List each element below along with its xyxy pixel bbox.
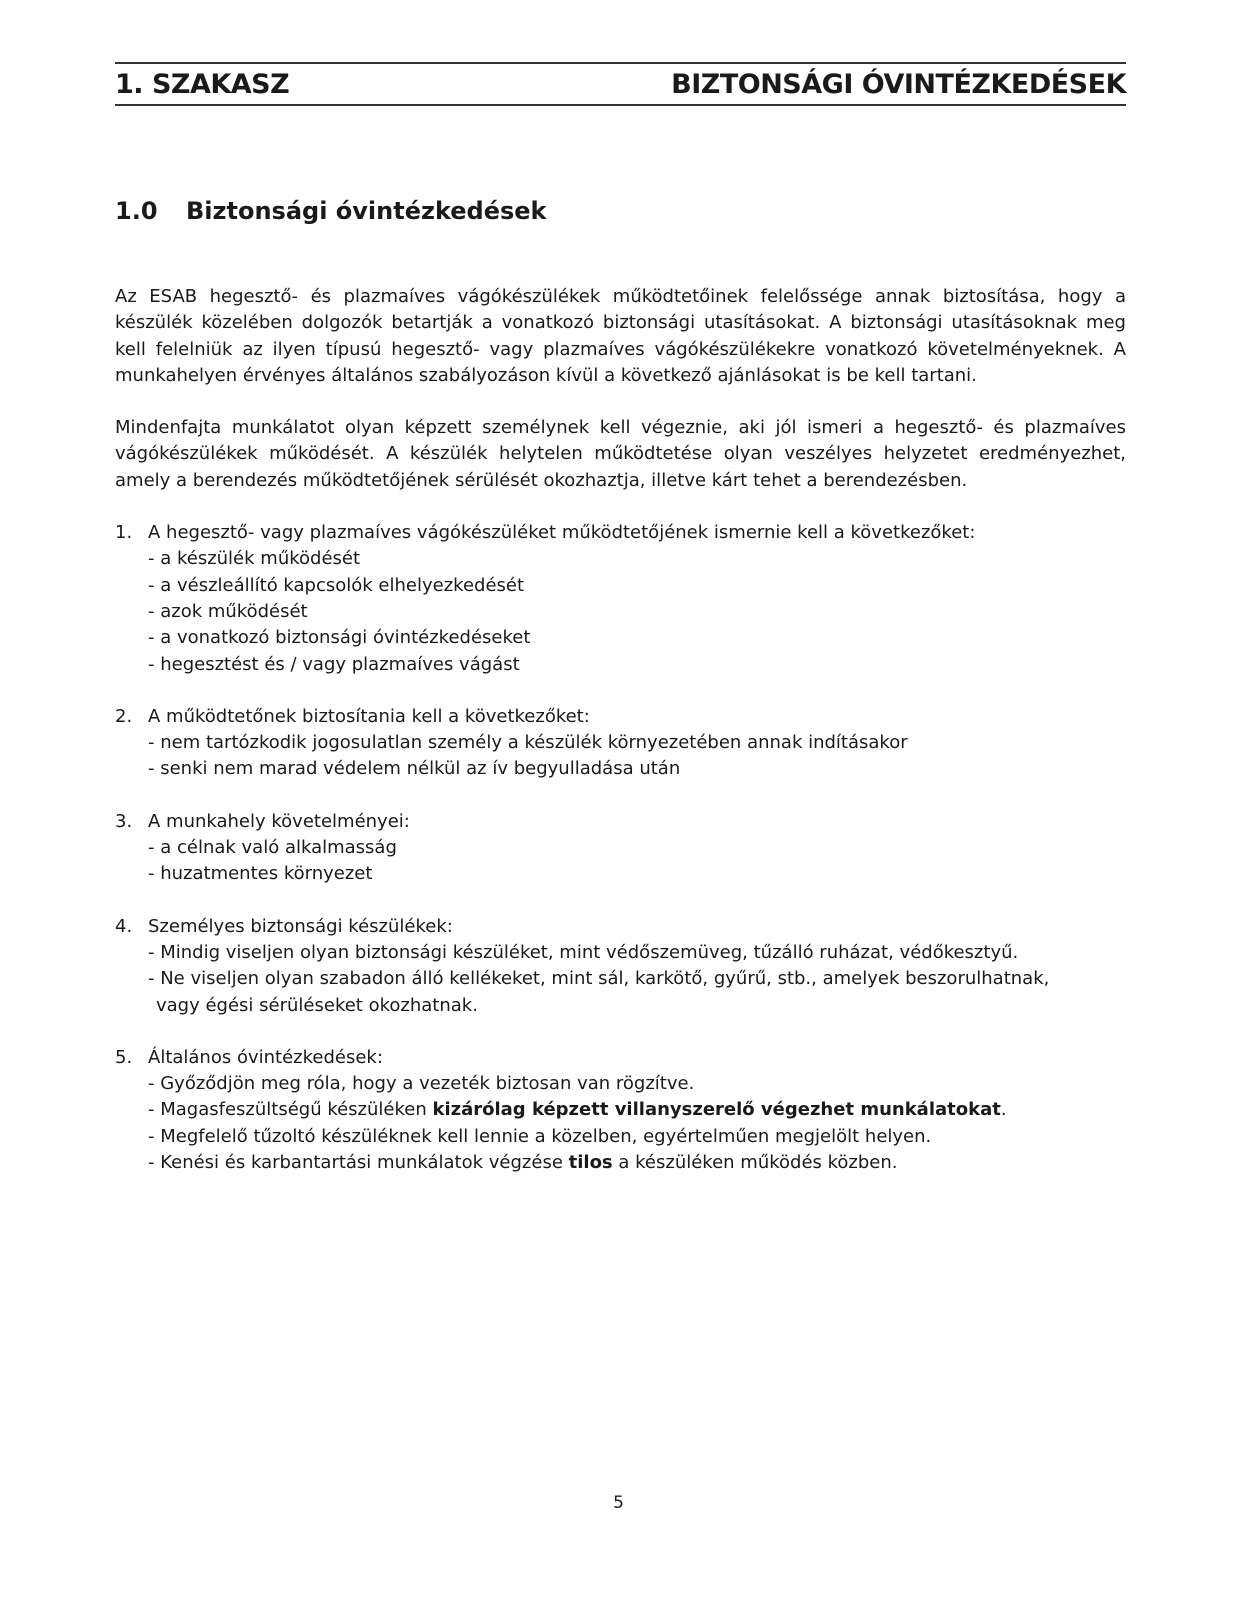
- line-text: .: [1000, 1099, 1007, 1121]
- sub-line: - a készülék működését: [148, 548, 361, 570]
- sub-line: - a célnak való alkalmasság: [148, 837, 397, 859]
- item-number: 4.: [115, 915, 133, 937]
- item-title: Általános óvintézkedések:: [148, 1046, 383, 1068]
- item-title: Személyes biztonsági készülékek:: [148, 915, 453, 937]
- emphasis-text: kizárólag képzett villanyszerelő végezhet munkálatokat: [432, 1099, 1001, 1121]
- sub-line: vagy égési sérüléseket okozhatnak.: [156, 994, 478, 1016]
- sub-line: - Mindig viseljen olyan biztonsági készüléket, mint védőszemüveg, tűzálló ruházat, védőkesztyű.: [148, 941, 1019, 963]
- item-title: A működtetőnek biztosítania kell a következőket:: [148, 705, 590, 727]
- item-number: 2.: [115, 705, 133, 727]
- section-title: [115, 197, 1126, 225]
- page-header: [115, 62, 1126, 106]
- item-title: A munkahely követelményei:: [148, 810, 410, 832]
- sub-line: - a vonatkozó biztonsági óvintézkedéseket: [148, 627, 531, 649]
- section-title-text: Biztonsági óvintézkedések: [186, 197, 547, 225]
- list-item: [115, 914, 1126, 1019]
- line-text: a készüléken működés közben.: [612, 1152, 898, 1174]
- sub-line: [148, 1124, 1126, 1150]
- sub-line: [148, 1097, 1126, 1123]
- numbered-list: [115, 520, 1126, 1176]
- document-page: [115, 62, 1126, 1202]
- sub-line: - senki nem marad védelem nélkül az ív begyulladása után: [148, 758, 681, 780]
- line-text: - Megfelelő tűzoltó készüléknek kell lennie a közelben, egyértelműen megjelölt helyen.: [148, 1125, 932, 1147]
- list-item: [115, 809, 1126, 888]
- sub-line: - azok működését: [148, 600, 308, 622]
- sub-line: [148, 1150, 1126, 1176]
- item-number: 1.: [115, 522, 133, 544]
- intro-paragraph: Az ESAB hegesztő- és plazmaíves vágókészülékek működtetőinek felelőssége annak biztosítása, hogy a készülék közelében dolgozók betartják a vonatkozó biztonsági utasításokat. A biztonsági utasításoknak meg kell felelniük az ilyen típusú hegesztő- vagy plazmaíves vágókészülékekre vonatkozó követelményeknek. A munkahelyen érvényes általános szabályozáson kívül a következő ajánlásokat is be kell tartani.: [115, 286, 1126, 386]
- sub-line: - Ne viseljen olyan szabadon álló kellékeket, mint sál, karkötő, gyűrű, stb., amelyek beszorulhatnak,: [148, 968, 1050, 990]
- list-item: [115, 704, 1126, 783]
- item-number: 5.: [115, 1046, 133, 1068]
- sub-line: - Győződjön meg róla, hogy a vezeték biztosan van rögzítve.: [148, 1073, 695, 1095]
- line-text: - Magasfeszültségű készüléken: [148, 1099, 433, 1121]
- sub-line: - hegesztést és / vagy plazmaíves vágást: [148, 653, 520, 675]
- line-text: - Kenési és karbantartási munkálatok végzése: [148, 1152, 569, 1174]
- list-item: [115, 520, 1126, 678]
- emphasis-text: tilos: [568, 1152, 613, 1174]
- item-title: A hegesztő- vagy plazmaíves vágókészüléket működtetőjének ismernie kell a következőket:: [148, 522, 976, 544]
- item-number: 3.: [115, 810, 133, 832]
- section-number: 1.0: [115, 197, 158, 225]
- sub-line: - a vészleállító kapcsolók elhelyezkedését: [148, 574, 525, 596]
- sub-line: - huzatmentes környezet: [148, 863, 373, 885]
- sub-line: - nem tartózkodik jogosulatlan személy a készülék környezetében annak indításakor: [148, 732, 908, 754]
- qualification-paragraph: Mindenfajta munkálatot olyan képzett személynek kell végeznie, aki jól ismeri a hegesztő- és plazmaíves vágókészülékek működését. A készülék helytelen működtetése olyan veszélyes helyzetet eredményezhet, amely a berendezés működtetőjének sérülését okozhaztja, illetve kárt tehet a berendezésben.: [115, 417, 1126, 491]
- list-item: [115, 1045, 1126, 1176]
- page-number: 5: [613, 1493, 624, 1513]
- section-label: 1. SZAKASZ: [115, 68, 290, 100]
- section-heading: BIZTONSÁGI ÓVINTÉZKEDÉSEK: [671, 68, 1126, 100]
